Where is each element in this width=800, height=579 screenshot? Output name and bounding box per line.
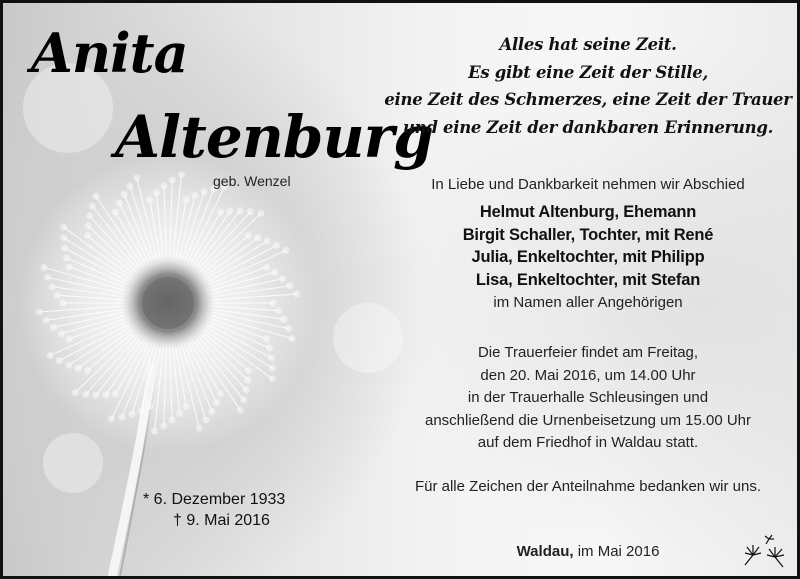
quote-line: und eine Zeit der dankbaren Erinnerung. <box>402 117 774 137</box>
mourner: Lisa, Enkeltochter, mit Stefan <box>475 270 701 289</box>
funeral-line: anschließend die Urnenbeisetzung um 15.00 Uhr <box>424 411 752 429</box>
life-dates <box>143 489 293 531</box>
quote-line: Es gibt eine Zeit der Stille, <box>468 62 708 82</box>
funeral-line: in der Trauerhalle Schleusingen und <box>467 389 709 406</box>
mourners-list <box>383 201 793 291</box>
place-date <box>383 543 793 560</box>
first-name: Anita <box>31 21 188 85</box>
farewell-text: In Liebe und Dankbarkeit nehmen wir Abschied <box>431 176 745 193</box>
mourner: Birgit Schaller, Tochter, mit René <box>462 225 714 244</box>
last-name: Altenburg <box>115 103 433 171</box>
mourner: Julia, Enkeltochter, mit Philipp <box>471 248 705 266</box>
funeral-line: den 20. Mai 2016, um 14.00 Uhr <box>480 366 696 384</box>
funeral-line: Die Trauerfeier findet am Freitag, <box>477 344 699 361</box>
quote-line: Alles hat seine Zeit. <box>499 35 677 54</box>
dandelion-seeds-icon <box>739 533 789 569</box>
quote <box>383 31 793 141</box>
text-column <box>383 31 793 497</box>
funeral-line: auf dem Friedhof in Waldau statt. <box>477 434 699 451</box>
place-name: Waldau, <box>516 543 574 560</box>
place-date-text: im Mai 2016 <box>577 543 660 560</box>
thanks-text: Für alle Zeichen der Anteilnahme bedanken wir uns. <box>414 477 762 495</box>
death-date: † 9. Mai 2016 <box>173 512 270 529</box>
family-text: im Namen aller Angehörigen <box>493 294 683 311</box>
quote-line: eine Zeit des Schmerzes, eine Zeit der Trauer <box>384 90 792 109</box>
mourner: Helmut Altenburg, Ehemann <box>479 203 697 221</box>
funeral-info <box>383 342 793 455</box>
birth-date: * 6. Dezember 1933 <box>143 491 286 508</box>
maiden-name: geb. Wenzel <box>213 173 291 189</box>
